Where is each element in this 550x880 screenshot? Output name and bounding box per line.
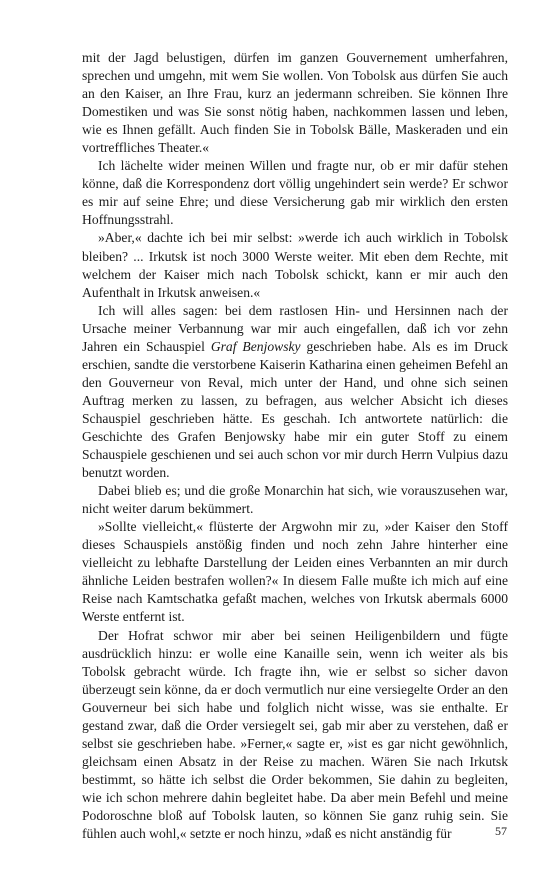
text-run: mit der Jagd belustigen, dürfen im ganzen Gouvernement umherfahren, sprechen und umgehn, mit wem Sie wollen. Von Tobolsk aus dürfen Sie auch an den Kaiser, an Ihre Frau, kurz an jedermann schreiben. Sie können Ihre Domestiken und was Sie sonst nötig haben, nachkommen lassen und leben, wie es Ihnen gefällt. Auch finden Sie in Tobolsk Bälle, Maskeraden und ein vortreffliches Theater.« bbox=[82, 50, 508, 156]
paragraph bbox=[82, 627, 508, 844]
page-number: 57 bbox=[495, 824, 507, 838]
paragraph bbox=[82, 229, 508, 301]
text-run: Ich will alles sagen: bei dem rastlosen Hin- und Hersinnen nach der Ursache meiner Verbannung war mir auch eingefallen, daß ich vor zehn Jahren ein Schauspiel bbox=[82, 302, 508, 354]
page-body bbox=[82, 49, 508, 843]
text-run: geschrieben habe. Als es im Druck erschien, sandte die verstorbene Kaiserin Katharina einen geheimen Befehl an den Gouverneur von Reval, mich unter der Hand, und ohne sich seinen Auftrag merken zu lassen, zu befragen, aus welcher Absicht ich dieses Schauspiel geschrieben hätte. Es geschah. Ich antwortete natürlich: die Geschichte des Grafen Benjowsky habe mir ein guter Stoff zu einem Schauspiele geschienen und sei auch schon vor mir durch Herrn Vulpius dazu benutzt worden. bbox=[82, 338, 508, 481]
italic-title: Graf Benjowsky bbox=[210, 338, 301, 354]
text-run: Ich lächelte wider meinen Willen und fragte nur, ob er mir dafür stehen könne, daß die Korrespondenz dort völlig ungehindert sein werde? Er schwor es mir auf seine Ehre; und diese Versicherung gab mir wirklich den ersten Hoffnungsstrahl. bbox=[82, 158, 508, 228]
text-run: Dabei blieb es; und die große Monarchin hat sich, wie vorauszusehen war, nicht weiter darum bekümmert. bbox=[82, 483, 508, 517]
text-run: »Aber,« dachte ich bei mir selbst: »werde ich auch wirklich in Tobolsk bleiben? ... Irkutsk ist noch 3000 Werste weiter. Mit eben dem Rechte, mit welchem der Kaiser mich nach Tobolsk schickt, kann er mir auch den Aufenthalt in Irkutsk anweisen.« bbox=[82, 230, 508, 300]
text-run: Der Hofrat schwor mir aber bei seinen Heiligenbildern und fügte ausdrücklich hinzu: er wolle eine Kanaille sein, wenn ich weiter als bis Tobolsk gebracht würde. Ich fragte ihn, wie er selbst so sicher davon überzeugt sein könne, da er doch vermutlich nur eine versiegelte Order an den Gouverneur bei sich habe und folglich nicht wisse, was sie enthalte. Er gestand zwar, daß die Order versiegelt sei, gab mir aber zu verstehen, daß er selbst sie geschrieben habe. »Ferner,« sagte er, »ist es gar nicht gewöhnlich, gleichsam einen Absatz in der Reise zu machen. Wären Sie nach Irkutsk bestimmt, so hätte ich selbst die Order bekommen, Sie dahin zu begleiten, wie ich schon mehrere dahin begleitet habe. Da aber mein Befehl und meine Podoroschne bloß auf Tobolsk lauten, so können Sie ganz ruhig sein. Sie fühlen auch wohl,« setzte er noch hinzu, »daß es nicht anständig für bbox=[82, 627, 508, 842]
paragraph bbox=[82, 482, 508, 518]
text-run: »Sollte vielleicht,« flüsterte der Argwohn mir zu, »der Kaiser den Stoff dieses Schauspiels anstößig finden und noch zehn Jahre hinterher eine vielleicht zu lebhafte Darstellung der Leiden eines Verbannten an mir durch ähnliche Leiden bestrafen wollen?« In diesem Falle mußte ich mich auf eine Reise nach Kamtschatka gefaßt machen, welches von Irkutsk abermals 6000 Werste entfernt ist. bbox=[82, 519, 508, 625]
paragraph bbox=[82, 157, 508, 229]
paragraph bbox=[82, 302, 508, 482]
paragraph bbox=[82, 49, 508, 157]
paragraph bbox=[82, 518, 508, 626]
